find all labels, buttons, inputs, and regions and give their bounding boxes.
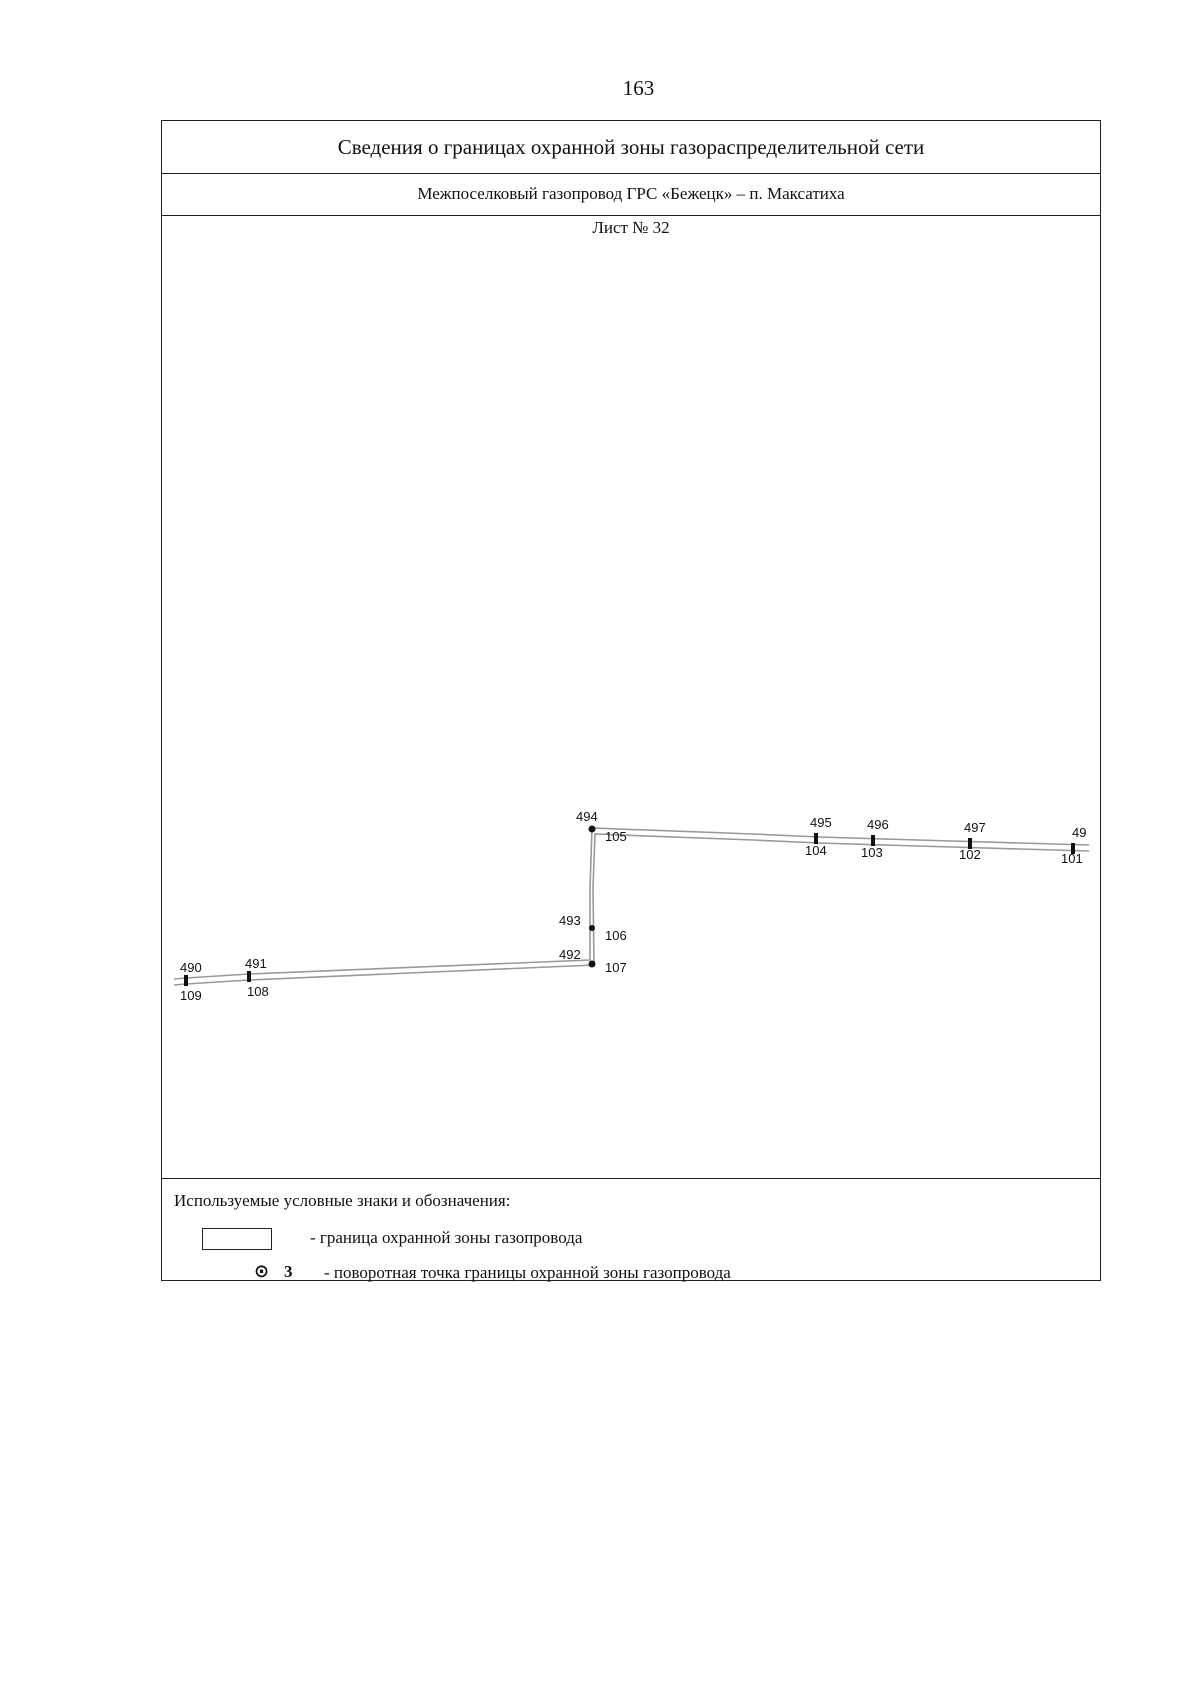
point-label-493: 493 (559, 913, 581, 928)
point-label-103: 103 (861, 845, 883, 860)
point-marker-494 (589, 826, 596, 833)
page-number: 163 (622, 76, 655, 100)
legend-zone-text: - граница охранной зоны газопровода (310, 1228, 583, 1247)
map-canvas (162, 215, 1099, 1178)
point-label-495: 495 (810, 815, 832, 830)
point-label-108: 108 (247, 984, 269, 999)
legend-title: Используемые условные знаки и обозначения: (174, 1191, 511, 1210)
legend-zone-swatch (202, 1228, 272, 1250)
point-label-494: 494 (576, 809, 598, 824)
point-marker-492 (589, 961, 596, 968)
point-label-490: 490 (180, 960, 202, 975)
document-frame (161, 120, 1101, 1281)
sheet-label: Лист № 32 (592, 218, 670, 237)
legend-point-text: - поворотная точка границы охранной зоны газопровода (324, 1263, 731, 1282)
point-marker-490 (184, 975, 188, 986)
point-label-101: 101 (1061, 851, 1083, 866)
point-label-109: 109 (180, 988, 202, 1003)
document-title: Сведения о границах охранной зоны газораспределительной сети (162, 121, 1100, 174)
legend-point-icon: ⊙ (254, 1261, 270, 1282)
point-label-107: 107 (605, 960, 627, 975)
legend (162, 1179, 1100, 1280)
zone-line-upper (174, 828, 1089, 979)
point-label-498: 49 (1072, 825, 1087, 840)
point-label-497: 497 (964, 820, 986, 835)
zone-line-lower (174, 834, 1089, 985)
turning-points (184, 826, 1075, 987)
zone-boundary-lines (174, 828, 1089, 985)
point-labels (180, 809, 1086, 1003)
legend-point-number: 3 (284, 1262, 293, 1281)
point-marker-493 (589, 925, 595, 931)
point-label-102: 102 (959, 847, 981, 862)
point-marker-491 (247, 971, 251, 982)
point-label-491: 491 (245, 956, 267, 971)
point-label-106: 106 (605, 928, 627, 943)
point-label-496: 496 (867, 817, 889, 832)
point-label-492: 492 (559, 947, 581, 962)
document-subtitle: Межпоселковый газопровод ГРС «Бежецк» – п. Максатиха (162, 173, 1100, 216)
point-label-105: 105 (605, 829, 627, 844)
map-area (162, 215, 1100, 1179)
point-label-104: 104 (805, 843, 827, 858)
